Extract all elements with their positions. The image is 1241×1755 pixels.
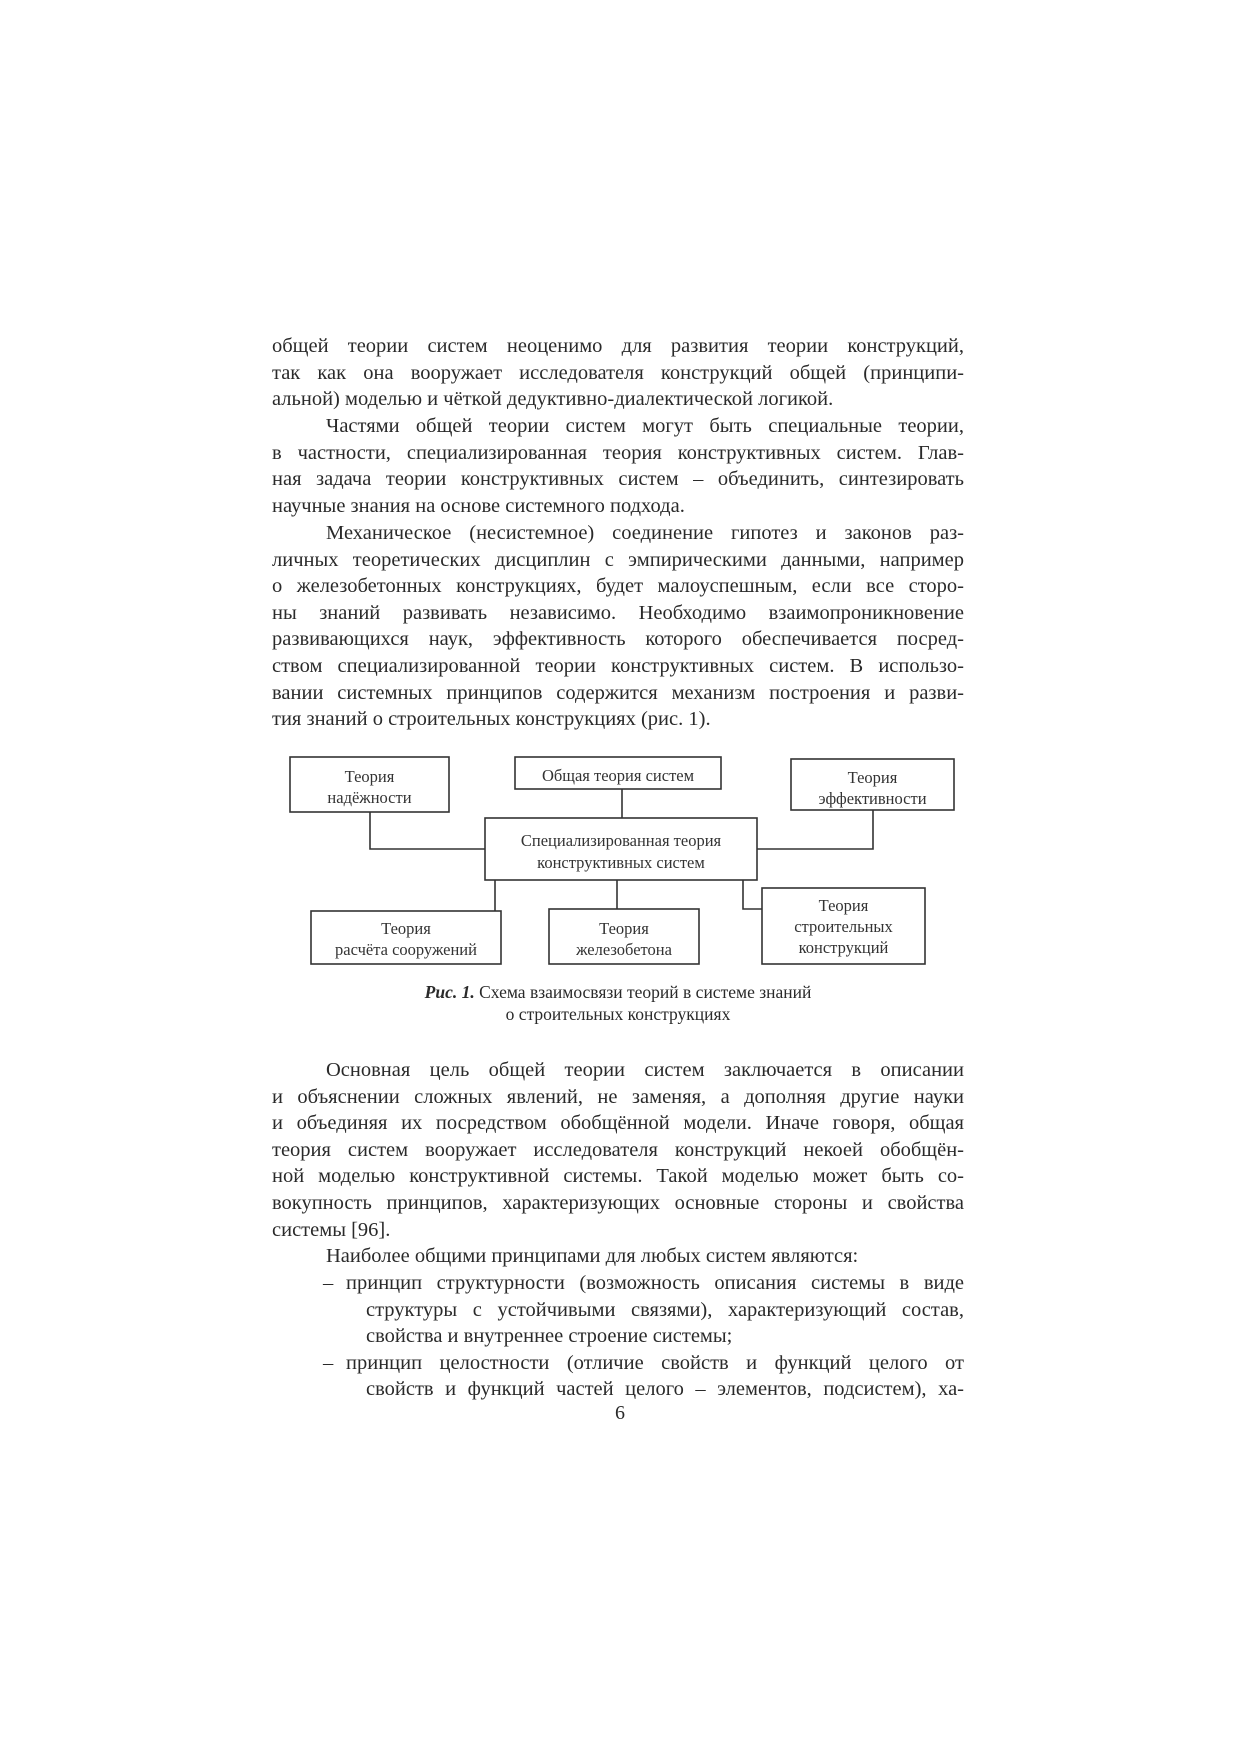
text-line: вокупность принципов, характеризующих основные стороны и свойства bbox=[272, 1191, 964, 1214]
node-building bbox=[762, 888, 925, 964]
list-item bbox=[323, 1350, 964, 1403]
node-text: Теория bbox=[344, 767, 395, 786]
caption-text: Схема взаимосвязи теорий в системе знаний bbox=[479, 982, 812, 1002]
node-text: конструктивных систем bbox=[537, 853, 705, 872]
text-line: развивающихся наук, эффективность которого обеспечивается посред- bbox=[272, 628, 964, 651]
paragraph-4 bbox=[272, 1057, 964, 1243]
text-line: так как она вооружает исследователя конструкций общей (принципи- bbox=[272, 361, 964, 384]
page-number: 6 bbox=[615, 1402, 625, 1424]
text-line: принцип структурности (возможность описания системы в виде bbox=[346, 1272, 964, 1294]
node-text: надёжности bbox=[327, 788, 412, 807]
text-line: теория систем вооружает исследователя конструкций некоей обобщён- bbox=[272, 1138, 964, 1161]
list-dash: – bbox=[323, 1272, 334, 1294]
text-line: свойства и внутреннее строение системы; bbox=[366, 1325, 733, 1348]
text-line: структуры с устойчивыми связями), характеризующий состав, bbox=[366, 1298, 964, 1321]
node-text: Специализированная теория bbox=[520, 831, 722, 850]
text-line: альной) моделью и чёткой дедуктивно-диалектической логикой. bbox=[272, 388, 834, 411]
list-dash: – bbox=[323, 1351, 334, 1374]
node-concrete bbox=[549, 909, 699, 964]
connector-reliability bbox=[370, 812, 485, 849]
figure-caption bbox=[272, 981, 964, 1025]
node-general bbox=[515, 757, 721, 789]
text-line: тия знаний о строительных конструкциях (рис. 1). bbox=[272, 708, 711, 731]
text-line: Наиболее общими принципами для любых систем являются: bbox=[326, 1245, 859, 1267]
text-line: и объяснении сложных явлений, не заменяя, а дополняя другие науки bbox=[272, 1085, 964, 1108]
list-item bbox=[323, 1270, 964, 1350]
connector-efficiency bbox=[757, 810, 873, 849]
node-text: Общая теория систем bbox=[541, 766, 695, 785]
text-line: ная задача теории конструктивных систем – объединить, синтезировать bbox=[272, 468, 964, 491]
principles-list bbox=[323, 1270, 964, 1403]
paragraph-5 bbox=[272, 1243, 964, 1270]
text-line: Основная цель общей теории систем заключается в описании bbox=[326, 1059, 964, 1081]
text-line: Частями общей теории систем могут быть специальные теории, bbox=[326, 415, 964, 437]
text-line: системы [96]. bbox=[272, 1218, 391, 1241]
node-text: расчёта сооружений bbox=[335, 940, 477, 959]
node-text: Теория bbox=[381, 919, 431, 938]
text-line: в частности, специализированная теория конструктивных систем. Глав- bbox=[272, 441, 964, 464]
caption-line-2: о строительных конструкциях bbox=[505, 1004, 731, 1024]
text-line: личных теоретических дисциплин с эмпирическими данными, например bbox=[272, 548, 964, 571]
node-specialized bbox=[485, 818, 757, 880]
connector-building bbox=[743, 880, 762, 909]
text-line: о железобетонных конструкциях, будет малоуспешным, если все сторо- bbox=[272, 575, 964, 598]
text-line: свойств и функций частей целого – элементов, подсистем), ха- bbox=[366, 1378, 964, 1401]
node-text: эффективности bbox=[818, 789, 927, 808]
node-text: строительных bbox=[794, 917, 893, 936]
node-calculation bbox=[311, 911, 501, 964]
text-line: ной моделью конструктивной системы. Такой моделью может быть со- bbox=[272, 1165, 964, 1188]
caption-line-1 bbox=[272, 981, 964, 1003]
node-text: Теория bbox=[818, 896, 869, 915]
caption-label: Рис. 1. bbox=[424, 982, 475, 1002]
text-line: ны знаний развивать независимо. Необходимо взаимопроникновение bbox=[272, 601, 964, 624]
node-text: Теория bbox=[599, 919, 649, 938]
node-text: железобетона bbox=[576, 940, 672, 959]
text-line: общей теории систем неоценимо для развития теории конструкций, bbox=[272, 335, 964, 357]
node-reliability bbox=[290, 757, 449, 812]
node-text: Теория bbox=[847, 768, 898, 787]
text-line: вании системных принципов содержится механизм построения и разви- bbox=[272, 681, 964, 704]
text-line: научные знания на основе системного подхода. bbox=[272, 494, 685, 517]
text-line: Механическое (несистемное) соединение гипотез и законов раз- bbox=[326, 522, 964, 544]
text-line: принцип целостности (отличие свойств и функций целого от bbox=[346, 1351, 964, 1374]
node-efficiency bbox=[791, 759, 954, 810]
text-line: ством специализированной теории конструктивных систем. В использо- bbox=[272, 654, 964, 677]
text-line: и объединяя их посредством обобщённой модели. Иначе говоря, общая bbox=[272, 1112, 964, 1135]
node-text: конструкций bbox=[798, 938, 889, 957]
